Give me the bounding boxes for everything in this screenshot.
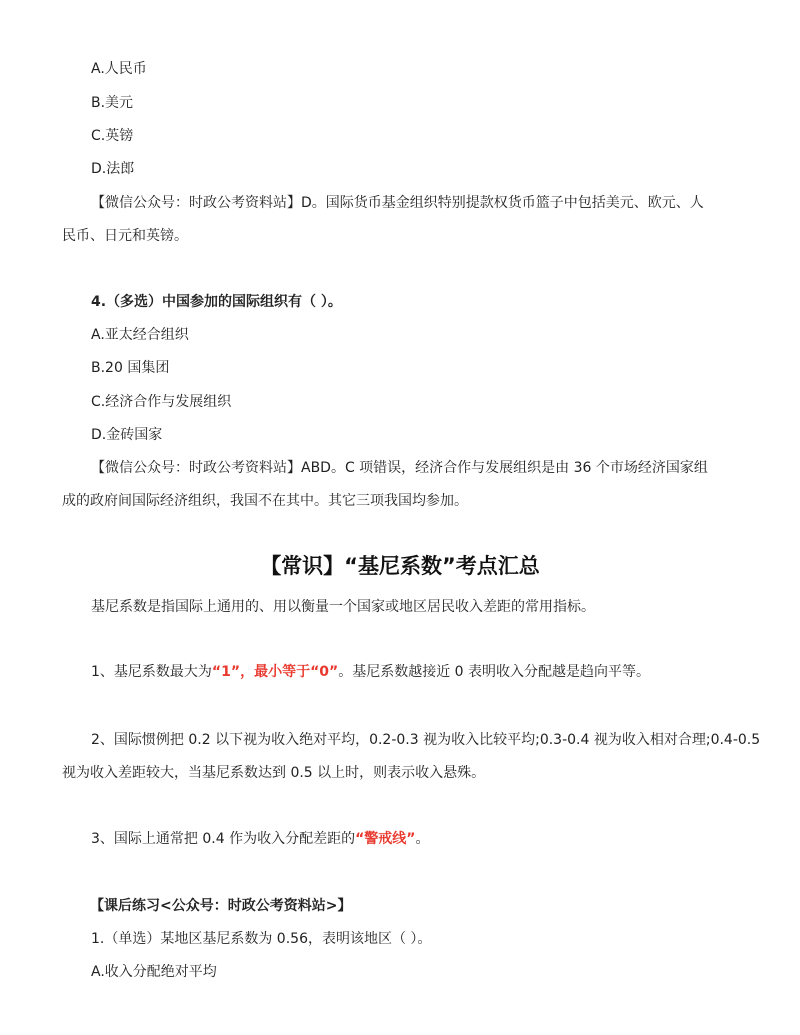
point-1-suffix: 。基尼系数越接近 0 表明收入分配越是趋向平等。 (338, 664, 651, 680)
point-1-highlight: “1”，最小等于“0” (211, 664, 339, 680)
option-c: C.英镑 (91, 128, 134, 144)
question-title: 4.（多选）中国参加的国际组织有（ ）。 (91, 294, 342, 310)
point-2-continued: 视为收入差距较大，当基尼系数达到 0.5 以上时，则表示收入悬殊。 (62, 765, 486, 781)
practice-heading: 【课后练习<公众号：时政公考资料站>】 (90, 898, 352, 914)
section-intro: 基尼系数是指国际上通用的、用以衡量一个国家或地区居民收入差距的常用指标。 (91, 599, 595, 615)
point-1-prefix: 1、基尼系数最大为 (91, 664, 212, 680)
practice-option-a: A.收入分配绝对平均 (91, 964, 217, 980)
point-3-highlight: “警戒线” (355, 831, 416, 847)
answer-explanation-continued: 民币、日元和英镑。 (62, 228, 188, 244)
answer-explanation: 【微信公众号：时政公考资料站】D。国际货币基金组织特别提款权货币篮子中包括美元、欧元、人 (91, 195, 704, 211)
point-3 (91, 829, 429, 849)
option-c: C.经济合作与发展组织 (91, 394, 232, 410)
point-1 (91, 662, 650, 682)
practice-question: 1.（单选）某地区基尼系数为 0.56，表明该地区（ ）。 (91, 931, 432, 947)
option-a: A.亚太经合组织 (91, 327, 189, 343)
option-a: A.人民币 (91, 61, 147, 77)
option-d: D.法郎 (91, 161, 135, 177)
option-b: B.20 国集团 (91, 360, 170, 376)
option-b: B.美元 (91, 95, 134, 111)
point-2: 2、国际惯例把 0.2 以下视为收入绝对平均，0.2-0.3 视为收入比较平均;0.3-0.4 视为收入相对合理;0.4-0.5 (91, 732, 761, 748)
answer-explanation: 【微信公众号：时政公考资料站】ABD。C 项错误，经济合作与发展组织是由 36 个市场经济国家组 (91, 460, 708, 476)
answer-explanation-continued: 成的政府间国际经济组织，我国不在其中。其它三项我国均参加。 (62, 493, 468, 509)
point-3-suffix: 。 (415, 831, 430, 847)
section-heading: 【常识】“基尼系数”考点汇总 (260, 554, 540, 578)
point-3-prefix: 3、国际上通常把 0.4 作为收入分配差距的 (91, 831, 356, 847)
option-d: D.金砖国家 (91, 427, 163, 443)
